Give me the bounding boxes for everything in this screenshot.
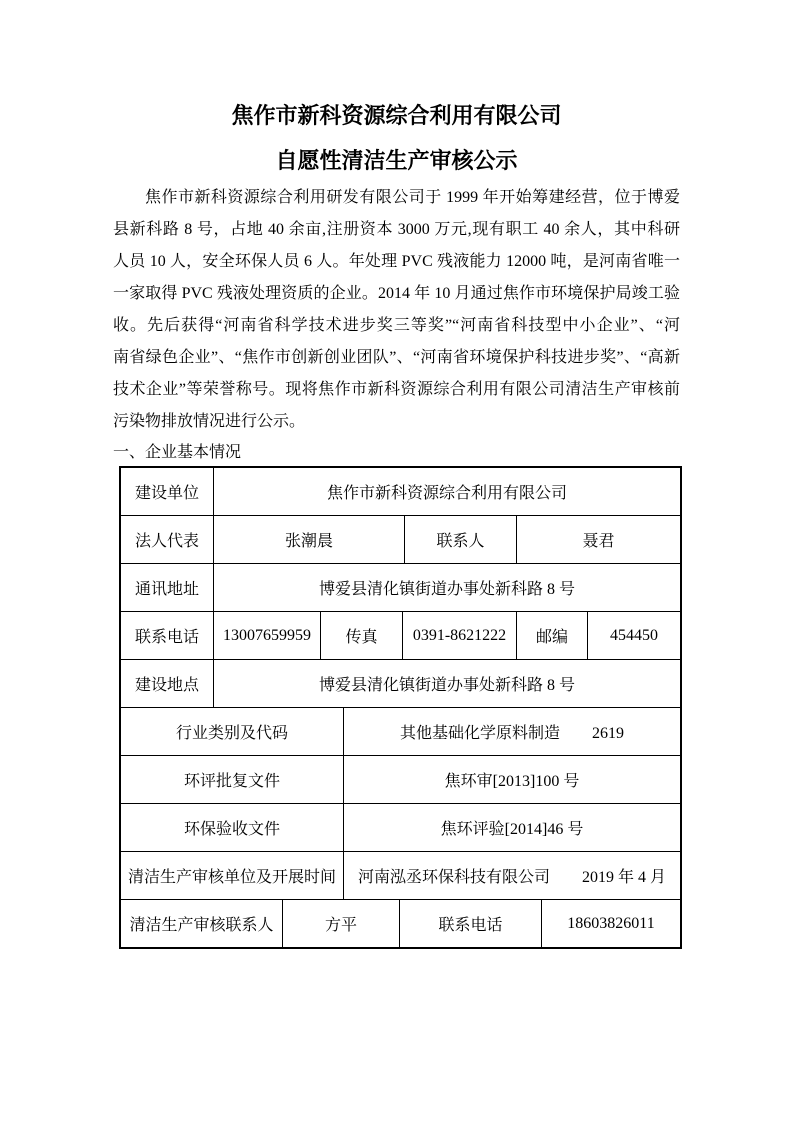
- audit-phone-value: 18603826011: [541, 900, 680, 947]
- intro-line: 焦作市新科资源综合利用研发有限公司于 1999 年开始筹建经营，位于博爱: [145, 189, 680, 206]
- intro-line: 人员 10 人，安全环保人员 6 人。年处理 PVC 残液能力 12000 吨，是河南省唯一: [113, 253, 680, 270]
- table-row: [121, 851, 680, 899]
- legal-representative-label: 法人代表: [134, 533, 199, 550]
- audit-unit-time-label: 清洁生产审核单位及开展时间: [127, 869, 336, 886]
- table-row: [121, 707, 680, 755]
- legal-representative-value: 张潮晨: [213, 516, 404, 563]
- intro-line: 南省绿色企业”、“焦作市创新创业团队”、“河南省环境保护科技进步奖”、“高新: [113, 349, 680, 366]
- contact-person-value: 聂君: [516, 516, 680, 563]
- table-row: [121, 611, 680, 659]
- construction-unit-value: 焦作市新科资源综合利用有限公司: [213, 468, 680, 515]
- industry-category-label: 行业类别及代码: [175, 725, 288, 742]
- industry-category-value: 其他基础化学原料制造 2619: [343, 708, 680, 755]
- audit-phone-label: 联系电话: [399, 900, 541, 947]
- table-row: [121, 755, 680, 803]
- postcode-value: 454450: [587, 612, 680, 659]
- intro-paragraph: [113, 182, 680, 438]
- doc-title: 焦作市新科资源综合利用有限公司: [231, 103, 562, 128]
- company-info-table: [119, 466, 682, 949]
- intro-line: 收。先后获得“河南省科学技术进步奖三等奖”“河南省科技型中小企业”、“河: [113, 317, 680, 334]
- acceptance-doc-value: 焦环评验[2014]46 号: [343, 804, 680, 851]
- phone-label: 联系电话: [134, 629, 199, 646]
- eia-approval-doc-value: 焦环审[2013]100 号: [343, 756, 680, 803]
- section-heading: 一、企业基本情况: [113, 444, 242, 461]
- audit-contact-label: 清洁生产审核联系人: [129, 917, 274, 934]
- mailing-address-value: 博爱县清化镇街道办事处新科路 8 号: [213, 564, 680, 611]
- table-row: [121, 515, 680, 563]
- intro-line: 县新科路 8 号，占地 40 余亩,注册资本 3000 万元,现有职工 40 余人，其中科研: [113, 221, 680, 238]
- intro-line: 一家取得 PVC 残液处理资质的企业。2014 年 10 月通过焦作市环境保护局竣工验: [113, 285, 680, 302]
- intro-line: 技术企业”等荣誉称号。现将焦作市新科资源综合利用有限公司清洁生产审核前: [113, 381, 680, 398]
- contact-person-label: 联系人: [404, 516, 516, 563]
- construction-unit-label: 建设单位: [134, 485, 199, 502]
- audit-unit-time-value: 河南泓丞环保科技有限公司 2019 年 4 月: [343, 852, 680, 899]
- table-row: [121, 659, 680, 707]
- table-row: [121, 468, 680, 515]
- fax-value: 0391-8621222: [402, 612, 516, 659]
- table-row: [121, 899, 680, 947]
- table-row: [121, 563, 680, 611]
- acceptance-doc-label: 环保验收文件: [183, 821, 280, 838]
- table-row: [121, 803, 680, 851]
- phone-value: 13007659959: [213, 612, 320, 659]
- audit-contact-value: 方平: [282, 900, 399, 947]
- postcode-label: 邮编: [516, 612, 587, 659]
- mailing-address-label: 通讯地址: [134, 581, 199, 598]
- eia-approval-doc-label: 环评批复文件: [183, 773, 280, 790]
- fax-label: 传真: [320, 612, 402, 659]
- doc-subtitle: 自愿性清洁生产审核公示: [275, 148, 518, 173]
- construction-site-label: 建设地点: [134, 677, 199, 694]
- construction-site-value: 博爱县清化镇街道办事处新科路 8 号: [213, 660, 680, 707]
- intro-line: 污染物排放情况进行公示。: [113, 413, 306, 430]
